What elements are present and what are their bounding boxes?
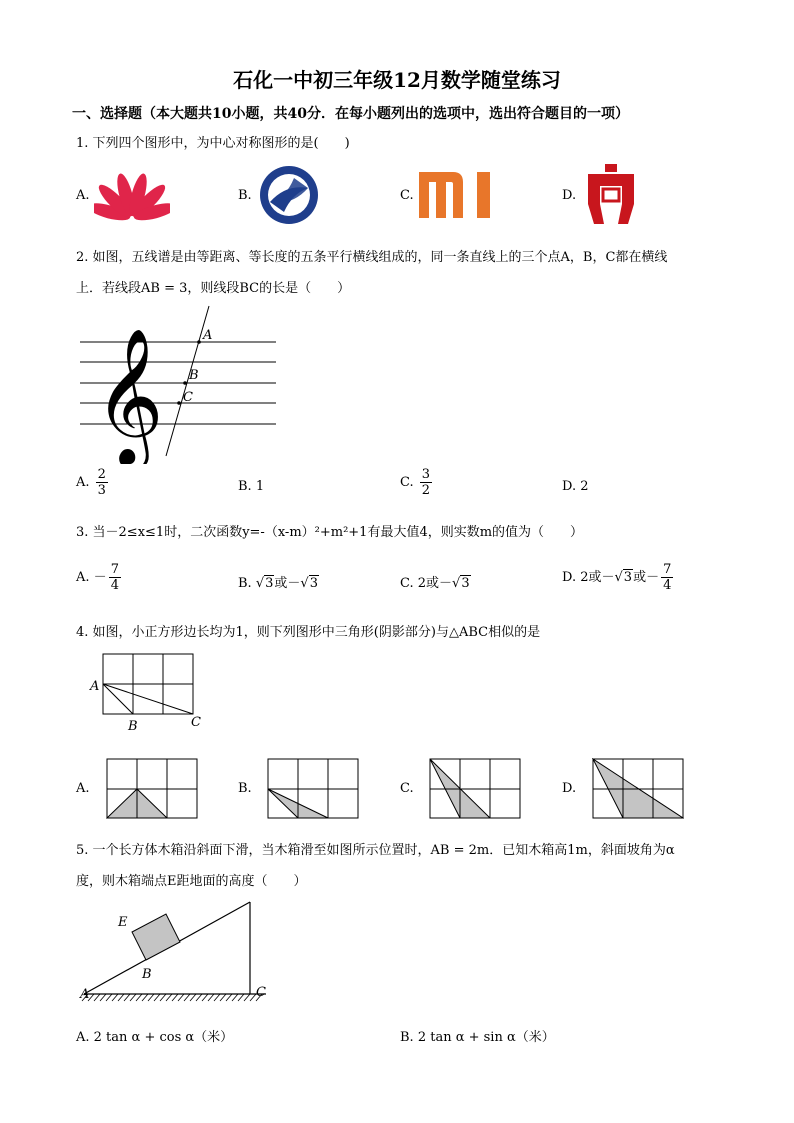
question-5-line1: 5. 一个长方体木箱沿斜面下滑，当木箱滑至如图所示位置时，AB = 2m．已知木箱高1m，斜面坡角为α bbox=[76, 843, 675, 858]
mi-logo-icon bbox=[419, 172, 493, 218]
huawei-logo-icon bbox=[94, 168, 170, 226]
q1-option-c-label: C. bbox=[400, 188, 414, 203]
q5-option-b: B. 2 tan α + sin α（米） bbox=[400, 1030, 555, 1045]
question-3-text: 3. 当－2≤x≤1时，二次函数y=-（x-m）²+m²+1有最大值4，则实数m的值为（ ） bbox=[76, 525, 584, 540]
q4-option-a-label: A. bbox=[76, 781, 90, 796]
incline-box-figure bbox=[76, 898, 276, 1008]
ground-hatch-line bbox=[214, 994, 220, 1001]
q4-option-b-grid bbox=[267, 758, 359, 820]
staff-figure bbox=[76, 304, 280, 464]
ground-hatch-line bbox=[160, 994, 166, 1001]
q4-point-a: A bbox=[90, 679, 100, 694]
ground-hatch-line bbox=[226, 994, 232, 1001]
q5-point-e: E bbox=[118, 915, 128, 930]
ground-hatch-line bbox=[172, 994, 178, 1001]
point-c-label: C bbox=[183, 390, 193, 405]
ground-hatch-line bbox=[100, 994, 106, 1001]
q4-reference-grid bbox=[86, 648, 206, 734]
ground-hatch-line bbox=[154, 994, 160, 1001]
ground-hatch-line bbox=[142, 994, 148, 1001]
question-5-line2: 度，则木箱端点E距地面的高度（ ） bbox=[76, 874, 307, 889]
q3-option-c: C. 2或－√3 bbox=[400, 576, 470, 591]
ground-hatch-line bbox=[94, 994, 100, 1001]
ground-hatch-line bbox=[130, 994, 136, 1001]
ground-hatch-line bbox=[136, 994, 142, 1001]
q2-option-c: C. $\frac{3}{2}$ bbox=[400, 467, 431, 498]
q5-point-a: A bbox=[80, 987, 90, 1002]
ground-hatch-line bbox=[124, 994, 130, 1001]
ground-hatch-line bbox=[118, 994, 124, 1001]
ground-hatch-line bbox=[112, 994, 118, 1001]
q1-option-a-label: A. bbox=[76, 188, 90, 203]
bank-logo-icon bbox=[584, 164, 638, 226]
ground-hatch-line bbox=[184, 994, 190, 1001]
treble-clef-icon: 𝄞 bbox=[94, 326, 164, 464]
ground-hatch-line bbox=[244, 994, 250, 1001]
q4-option-a-grid bbox=[106, 758, 198, 820]
q1-option-b-label: B. bbox=[238, 188, 252, 203]
q2-option-b: B. 1 bbox=[238, 479, 265, 494]
ground-hatch-line bbox=[166, 994, 172, 1001]
question-1-text: 1. 下列四个图形中，为中心对称图形的是( ) bbox=[76, 136, 350, 151]
ground-hatch-line bbox=[148, 994, 154, 1001]
question-4-text: 4. 如图，小正方形边长均为1，则下列图形中三角形(阴影部分)与△ABC相似的是 bbox=[76, 625, 541, 640]
q5-point-c: C bbox=[256, 985, 266, 1000]
ground-hatch-line bbox=[106, 994, 112, 1001]
q4-point-c: C bbox=[191, 715, 201, 730]
q3-option-b: B. √3或－√3 bbox=[238, 576, 318, 591]
question-2-line2: 上．若线段AB = 3，则线段BC的长是（ ） bbox=[76, 281, 351, 296]
q4-option-c-label: C. bbox=[400, 781, 414, 796]
question-2-line1: 2. 如图，五线谱是由等距离、等长度的五条平行横线组成的，同一条直线上的三个点A，B，C都在横线 bbox=[76, 250, 668, 265]
q4-option-c-grid bbox=[429, 758, 521, 820]
q3-option-a: A. － $\frac{7}{4}$ bbox=[76, 562, 119, 593]
q1-option-d-label: D. bbox=[562, 188, 577, 203]
q4-option-d-grid bbox=[592, 758, 684, 820]
q5-option-a: A. 2 tan α + cos α（米） bbox=[76, 1030, 234, 1045]
q2-option-d: D. 2 bbox=[562, 479, 589, 494]
ground-hatch-line bbox=[202, 994, 208, 1001]
q4-option-b-label: B. bbox=[238, 781, 252, 796]
blue-ring-logo-icon bbox=[256, 164, 322, 226]
ground-hatch-line bbox=[178, 994, 184, 1001]
ground-hatch-line bbox=[238, 994, 244, 1001]
ground-hatch-line bbox=[190, 994, 196, 1001]
page-title: 石化一中初三年级12月数学随堂练习 bbox=[233, 68, 561, 92]
ground-hatch-line bbox=[196, 994, 202, 1001]
point-b-label: B bbox=[189, 368, 199, 383]
q4-option-d-label: D. bbox=[562, 781, 577, 796]
q5-point-b: B bbox=[142, 967, 152, 982]
ground-hatch-line bbox=[232, 994, 238, 1001]
point-a-label: A bbox=[203, 328, 213, 343]
q2-option-a: A. $\frac{2}{3}$ bbox=[76, 467, 106, 498]
section-heading: 一、选择题（本大题共10小题，共40分．在每小题列出的选项中，选出符合题目的一项） bbox=[72, 106, 629, 122]
ground-hatch-line bbox=[220, 994, 226, 1001]
q3-option-d: D. 2或－√3或－ $\frac{7}{4}$ bbox=[562, 562, 672, 593]
ground-hatch-line bbox=[208, 994, 214, 1001]
q4-point-b: B bbox=[128, 719, 138, 734]
